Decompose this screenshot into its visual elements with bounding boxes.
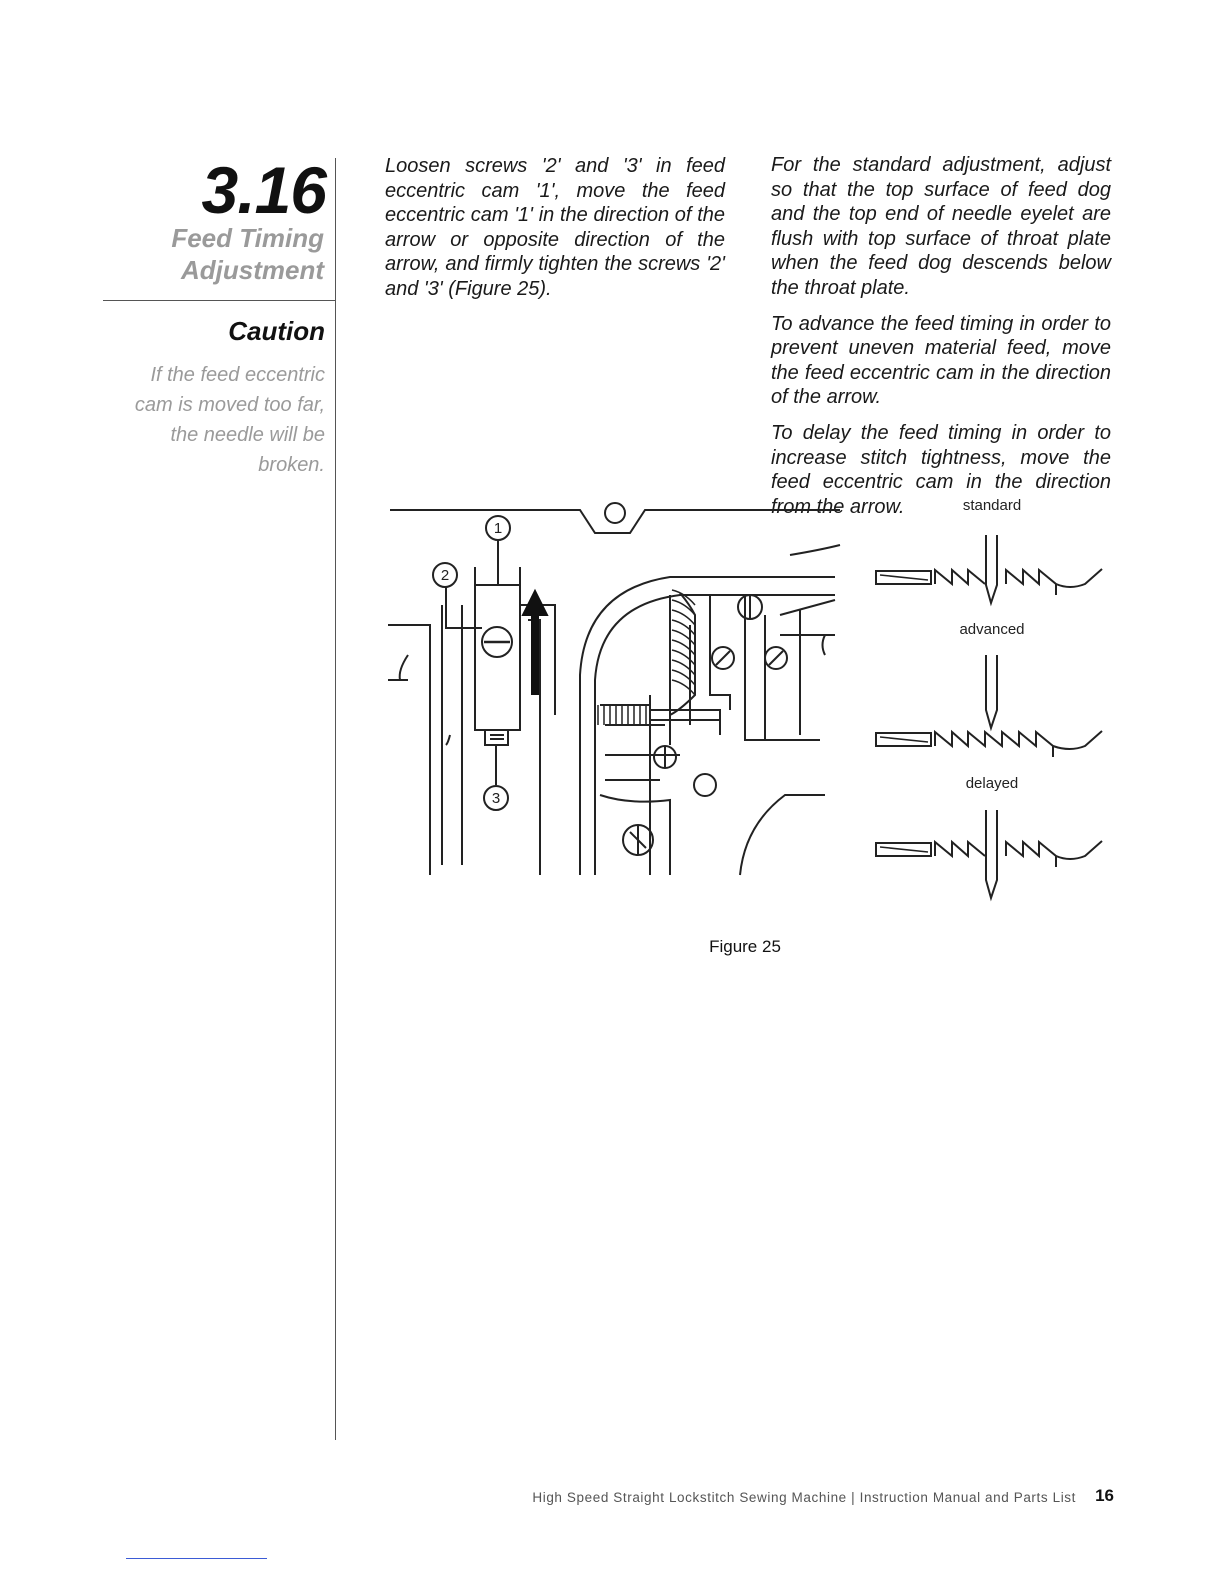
paragraph-standard-adjustment: For the standard adjustment, adjust so that the top surface of feed dog and the top end of needle eyelet are flush with top surface of throat plate when the feed dog descends below the throat plate. xyxy=(771,154,1111,299)
figure-caption: Figure 25 xyxy=(709,937,781,956)
paragraph-loosen-screws: Loosen screws '2' and '3' in feed eccentric cam '1', move the feed eccentric cam '1' in the direction of the arrow or opposite direction of the arrow, and firmly tighten the screws '2' and '3' (Figure 25). xyxy=(385,155,725,300)
figure-25-illustration xyxy=(380,495,1115,915)
caution-heading: Caution xyxy=(228,316,325,346)
timing-diagram-standard xyxy=(876,535,1102,603)
caution-text: If the feed eccentric cam is moved too far, the needle will be broken. xyxy=(134,364,325,476)
section-title-line2: Adjustment xyxy=(181,255,324,285)
page-number: 16 xyxy=(1095,1486,1114,1505)
callout-label-3: 3 xyxy=(491,790,501,807)
timing-diagram-delayed xyxy=(876,810,1102,898)
footer-text: High Speed Straight Lockstitch Sewing Machine | Instruction Manual and Parts List xyxy=(532,1490,1076,1505)
timing-label-standard: standard xyxy=(962,497,1022,514)
footnote-link-line xyxy=(126,1558,267,1559)
section-title-line1: Feed Timing xyxy=(171,223,324,253)
timing-label-delayed: delayed xyxy=(965,775,1019,792)
paragraph-delay-timing: To delay the feed timing in order to increase stitch tightness, move the feed eccentric cam in the direction from the arrow. xyxy=(771,421,1111,518)
text-column-right xyxy=(771,153,1111,530)
timing-diagram-advanced xyxy=(876,655,1102,757)
mechanism-diagram xyxy=(388,503,840,875)
text-column-left xyxy=(385,154,725,313)
timing-label-advanced: advanced xyxy=(959,621,1025,638)
section-title xyxy=(100,222,324,286)
callout-label-1: 1 xyxy=(493,520,503,537)
paragraph-advance-timing: To advance the feed timing in order to prevent uneven material feed, move the feed eccentric cam in the direction of the arrow. xyxy=(771,312,1111,409)
section-number: 3.16 xyxy=(201,153,326,227)
sidebar-vertical-rule xyxy=(335,158,336,1440)
callout-label-2: 2 xyxy=(440,567,450,584)
section-divider xyxy=(103,300,335,301)
